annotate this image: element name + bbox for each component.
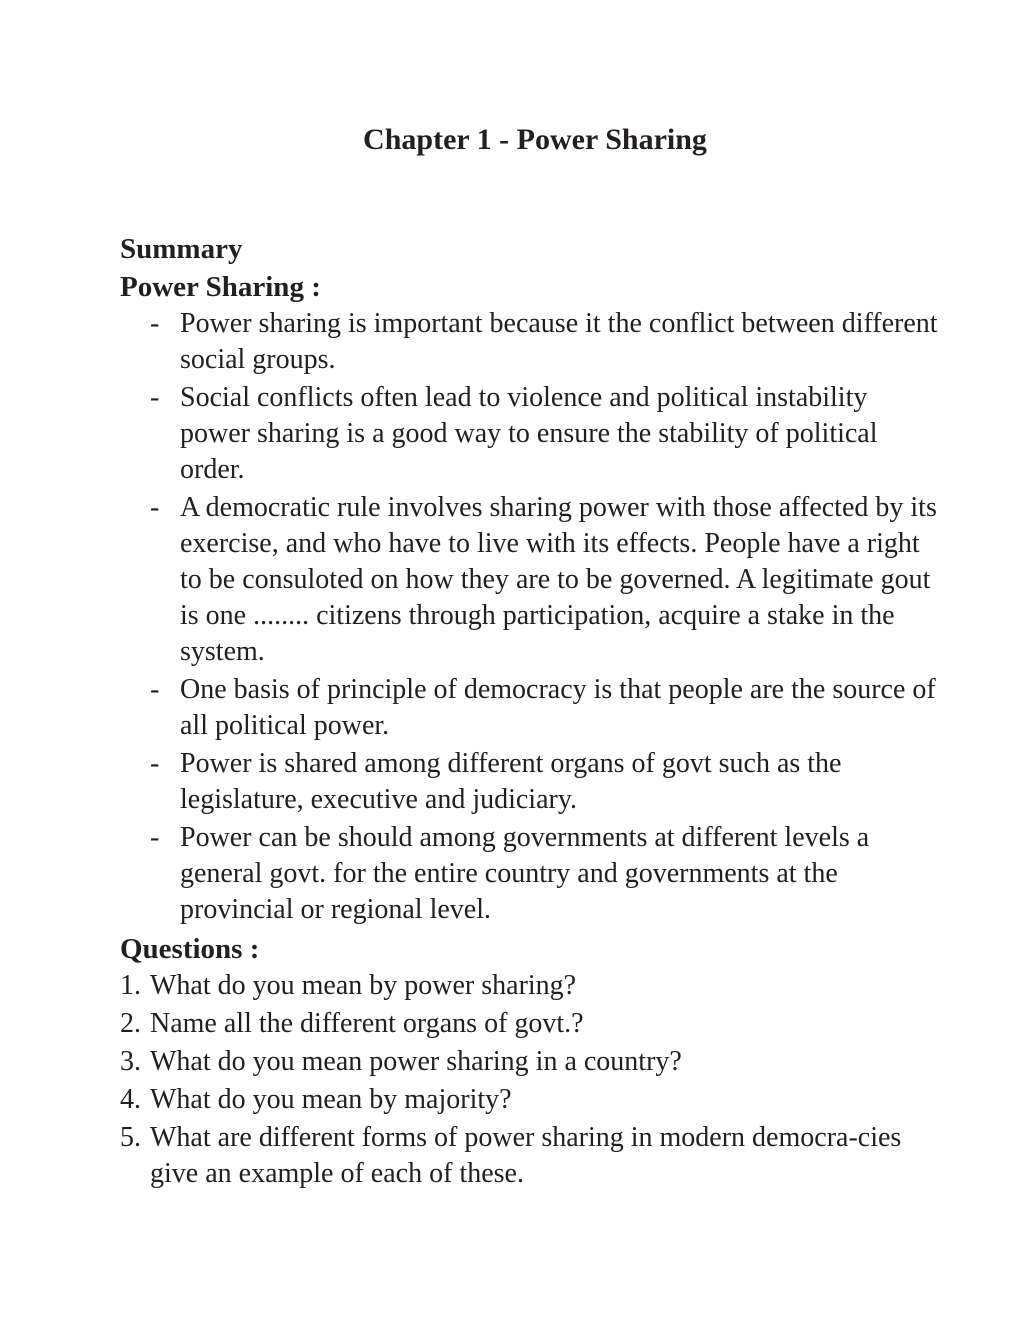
- bullet-dash: -: [150, 748, 160, 779]
- question-item: [120, 1082, 940, 1118]
- summary-point-text: A democratic rule involves sharing power with those affected by its exercise, and who have to live with its effects. People have a right to be consuloted on how they are to be governed. A legitimate gout is one ........ citizens through participation, acquire a stake in the system.: [180, 492, 937, 667]
- question-number: 1.: [120, 970, 141, 1001]
- question-number: 3.: [120, 1046, 141, 1077]
- question-text: What are different forms of power sharing in modern democra-cies give an example of each of these.: [150, 1122, 902, 1189]
- list-item: [120, 490, 940, 670]
- bullet-dash: -: [150, 382, 160, 413]
- summary-list: [120, 306, 940, 928]
- question-text: What do you mean by majority?: [150, 1084, 512, 1115]
- bullet-dash: -: [150, 674, 160, 705]
- list-item: [120, 820, 940, 928]
- power-sharing-heading: Power Sharing :: [120, 271, 321, 303]
- bullet-dash: -: [150, 822, 160, 853]
- questions-list: [120, 968, 940, 1192]
- question-number: 2.: [120, 1008, 141, 1039]
- bullet-dash: -: [150, 308, 160, 339]
- list-item: [120, 746, 940, 818]
- summary-point-text: Power can be should among governments at different levels a general govt. for the entire country and governments at the provincial or regional level.: [180, 822, 870, 925]
- question-text: What do you mean power sharing in a country?: [150, 1046, 682, 1077]
- list-item: [120, 306, 940, 378]
- question-item: [120, 1006, 940, 1042]
- question-number: 4.: [120, 1084, 141, 1115]
- question-text: What do you mean by power sharing?: [150, 970, 577, 1001]
- bullet-dash: -: [150, 492, 160, 523]
- list-item: [120, 380, 940, 488]
- page-content: [120, 230, 940, 1194]
- summary-point-text: Power is shared among different organs of govt such as the legislature, executive and judiciary.: [180, 748, 842, 815]
- summary-point-text: One basis of principle of democracy is that people are the source of all political power.: [180, 674, 936, 741]
- list-item: [120, 672, 940, 744]
- summary-heading: Summary: [120, 233, 243, 265]
- summary-point-text: Power sharing is important because it the conflict between different social groups.: [180, 308, 938, 375]
- question-item: [120, 1044, 940, 1080]
- chapter-title: Chapter 1 - Power Sharing: [363, 123, 707, 156]
- question-number: 5.: [120, 1122, 141, 1153]
- questions-heading: Questions :: [120, 933, 260, 965]
- question-item: [120, 968, 940, 1004]
- question-item: [120, 1120, 940, 1192]
- summary-point-text: Social conflicts often lead to violence and political instability power sharing is a good way to ensure the stability of political order.: [180, 382, 878, 485]
- question-text: Name all the different organs of govt.?: [150, 1008, 584, 1039]
